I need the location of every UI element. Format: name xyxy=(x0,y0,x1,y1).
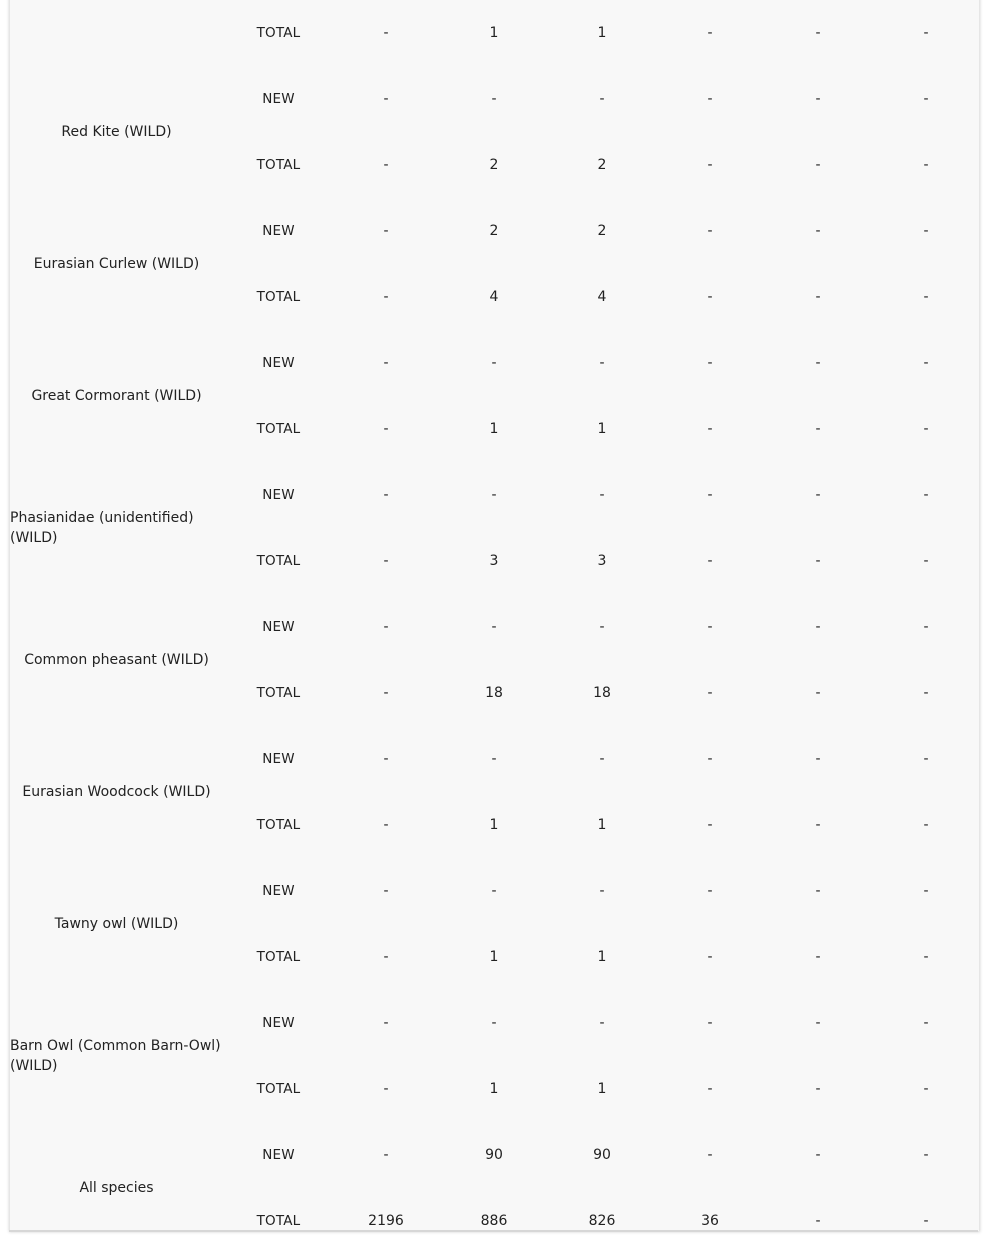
table-cell: 4 xyxy=(489,289,499,305)
table-cell: - xyxy=(491,487,497,503)
table-cell: 3 xyxy=(597,553,607,569)
table-cell: 2196 xyxy=(368,1213,404,1229)
table-cell: 826 xyxy=(588,1213,616,1229)
table-cell: 1 xyxy=(489,25,499,41)
row-type-label: TOTAL xyxy=(256,1081,301,1097)
table-cell: - xyxy=(599,751,605,767)
species-name: Eurasian Curlew (WILD) xyxy=(33,256,200,272)
table-cell: - xyxy=(707,817,713,833)
table-cell: 36 xyxy=(701,1213,719,1229)
table-cell: - xyxy=(707,751,713,767)
species-name: Barn Owl (Common Barn-Owl) (WILD) xyxy=(10,1038,221,1074)
table-cell: - xyxy=(707,553,713,569)
table-cell: 2 xyxy=(489,223,499,239)
table-cell: - xyxy=(383,751,389,767)
table-cell: - xyxy=(707,223,713,239)
table-cell: - xyxy=(707,685,713,701)
table-cell: - xyxy=(923,751,929,767)
species-table xyxy=(10,0,980,1254)
table-cell: - xyxy=(383,949,389,965)
row-type-label: NEW xyxy=(262,487,295,503)
species-name: All species xyxy=(79,1180,154,1196)
row-type-label: TOTAL xyxy=(256,289,301,305)
table-cell: - xyxy=(599,355,605,371)
table-cell: 2 xyxy=(597,223,607,239)
table-cell: 18 xyxy=(485,685,503,701)
species-name: Common pheasant (WILD) xyxy=(24,652,209,668)
table-cell: - xyxy=(707,421,713,437)
row-type-label: TOTAL xyxy=(256,157,301,173)
table-cell: - xyxy=(383,91,389,107)
table-cell: - xyxy=(491,751,497,767)
row-type-label: TOTAL xyxy=(256,817,301,833)
table-cell: - xyxy=(491,355,497,371)
table-cell: - xyxy=(707,289,713,305)
table-cell: - xyxy=(383,421,389,437)
table-cell: - xyxy=(923,487,929,503)
row-type-label: NEW xyxy=(262,1015,295,1031)
table-cell: - xyxy=(383,1081,389,1097)
table-cell: - xyxy=(707,25,713,41)
table-row xyxy=(10,462,980,528)
table-cell: - xyxy=(707,1081,713,1097)
table-cell: - xyxy=(707,883,713,899)
table-cell: - xyxy=(815,1213,821,1229)
table-cell: - xyxy=(815,949,821,965)
row-type-label: NEW xyxy=(262,1147,295,1163)
table-cell: - xyxy=(815,1081,821,1097)
table-row xyxy=(10,1122,980,1188)
table-cell: - xyxy=(707,1015,713,1031)
table-row xyxy=(10,198,980,264)
row-type-label: TOTAL xyxy=(256,685,301,701)
species-name xyxy=(10,0,225,66)
table-cell: - xyxy=(707,487,713,503)
row-type-label: TOTAL xyxy=(256,949,301,965)
table-cell: - xyxy=(383,619,389,635)
table-cell: - xyxy=(599,91,605,107)
table-cell: - xyxy=(707,157,713,173)
table-cell: - xyxy=(383,883,389,899)
table-cell: - xyxy=(815,619,821,635)
table-cell: - xyxy=(599,487,605,503)
row-type-label: NEW xyxy=(262,355,295,371)
table-cell: - xyxy=(815,817,821,833)
table-cell: 1 xyxy=(489,817,499,833)
row-type-label: NEW xyxy=(262,883,295,899)
species-name: Red Kite (WILD) xyxy=(61,124,172,140)
table-cell: - xyxy=(491,619,497,635)
table-cell: - xyxy=(923,25,929,41)
table-cell: - xyxy=(923,289,929,305)
table-cell: 1 xyxy=(489,1081,499,1097)
row-type-label: TOTAL xyxy=(256,1213,301,1229)
table-cell: - xyxy=(491,883,497,899)
table-cell: - xyxy=(707,619,713,635)
table-row xyxy=(10,594,980,660)
table-cell: 90 xyxy=(485,1147,503,1163)
table-cell: - xyxy=(383,487,389,503)
table-cell: 2 xyxy=(489,157,499,173)
row-type-label: NEW xyxy=(262,91,295,107)
row-type-label: NEW xyxy=(262,751,295,767)
table-cell: - xyxy=(707,355,713,371)
table-cell: - xyxy=(491,1015,497,1031)
table-cell: - xyxy=(815,1015,821,1031)
table-cell: - xyxy=(815,487,821,503)
table-cell: - xyxy=(383,685,389,701)
table-cell: 1 xyxy=(489,949,499,965)
table-cell: - xyxy=(383,25,389,41)
table-cell: - xyxy=(923,949,929,965)
table-cell: 4 xyxy=(597,289,607,305)
table-row xyxy=(10,858,980,924)
species-name: Great Cormorant (WILD) xyxy=(31,388,202,404)
species-name: Phasianidae (unidentified) (WILD) xyxy=(10,510,194,546)
table-cell: - xyxy=(599,883,605,899)
table-cell: 1 xyxy=(597,817,607,833)
row-type-label: NEW xyxy=(262,223,295,239)
results-panel xyxy=(9,0,980,1231)
table-cell: - xyxy=(815,685,821,701)
table-cell: - xyxy=(923,1213,929,1229)
table-cell: - xyxy=(815,421,821,437)
table-cell: - xyxy=(815,223,821,239)
table-cell: - xyxy=(923,421,929,437)
row-type-label: NEW xyxy=(262,619,295,635)
table-cell: - xyxy=(815,91,821,107)
species-name: Tawny owl (WILD) xyxy=(54,916,179,932)
table-cell: 1 xyxy=(489,421,499,437)
table-row xyxy=(10,66,980,132)
table-cell: - xyxy=(707,1147,713,1163)
table-cell: 18 xyxy=(593,685,611,701)
table-row xyxy=(10,990,980,1056)
table-cell: 90 xyxy=(593,1147,611,1163)
table-cell: - xyxy=(923,1015,929,1031)
table-cell: - xyxy=(923,355,929,371)
table-cell: 1 xyxy=(597,1081,607,1097)
table-cell: - xyxy=(923,223,929,239)
table-cell: 1 xyxy=(597,25,607,41)
table-cell: - xyxy=(815,157,821,173)
table-cell: - xyxy=(815,355,821,371)
table-cell: - xyxy=(383,1015,389,1031)
table-cell: - xyxy=(707,949,713,965)
table-cell: 1 xyxy=(597,421,607,437)
table-cell: 1 xyxy=(597,949,607,965)
row-type-label: TOTAL xyxy=(256,553,301,569)
table-cell: - xyxy=(923,883,929,899)
table-cell: 886 xyxy=(480,1213,508,1229)
table-row xyxy=(10,726,980,792)
table-cell: - xyxy=(383,157,389,173)
table-cell: - xyxy=(815,1147,821,1163)
table-cell: - xyxy=(383,817,389,833)
panel-bottom-divider xyxy=(9,1230,978,1232)
row-type-label: TOTAL xyxy=(256,421,301,437)
table-cell: - xyxy=(383,1147,389,1163)
table-cell: - xyxy=(383,289,389,305)
table-cell: 3 xyxy=(489,553,499,569)
table-cell: - xyxy=(383,553,389,569)
table-row xyxy=(10,330,980,396)
table-cell: - xyxy=(923,685,929,701)
table-cell: - xyxy=(599,619,605,635)
table-cell: - xyxy=(815,883,821,899)
row-type-label: TOTAL xyxy=(256,25,301,41)
table-cell: - xyxy=(491,91,497,107)
table-cell: - xyxy=(923,817,929,833)
table-cell: - xyxy=(815,25,821,41)
table-cell: - xyxy=(923,619,929,635)
table-cell: - xyxy=(923,1081,929,1097)
table-cell: - xyxy=(815,751,821,767)
table-cell: - xyxy=(923,553,929,569)
table-cell: - xyxy=(599,1015,605,1031)
table-cell: 2 xyxy=(597,157,607,173)
table-cell: - xyxy=(923,157,929,173)
table-cell: - xyxy=(383,223,389,239)
table-cell: - xyxy=(383,355,389,371)
table-cell: - xyxy=(815,289,821,305)
species-name: Eurasian Woodcock (WILD) xyxy=(22,784,211,800)
table-cell: - xyxy=(707,91,713,107)
table-cell: - xyxy=(815,553,821,569)
table-cell: - xyxy=(923,91,929,107)
table-cell: - xyxy=(923,1147,929,1163)
